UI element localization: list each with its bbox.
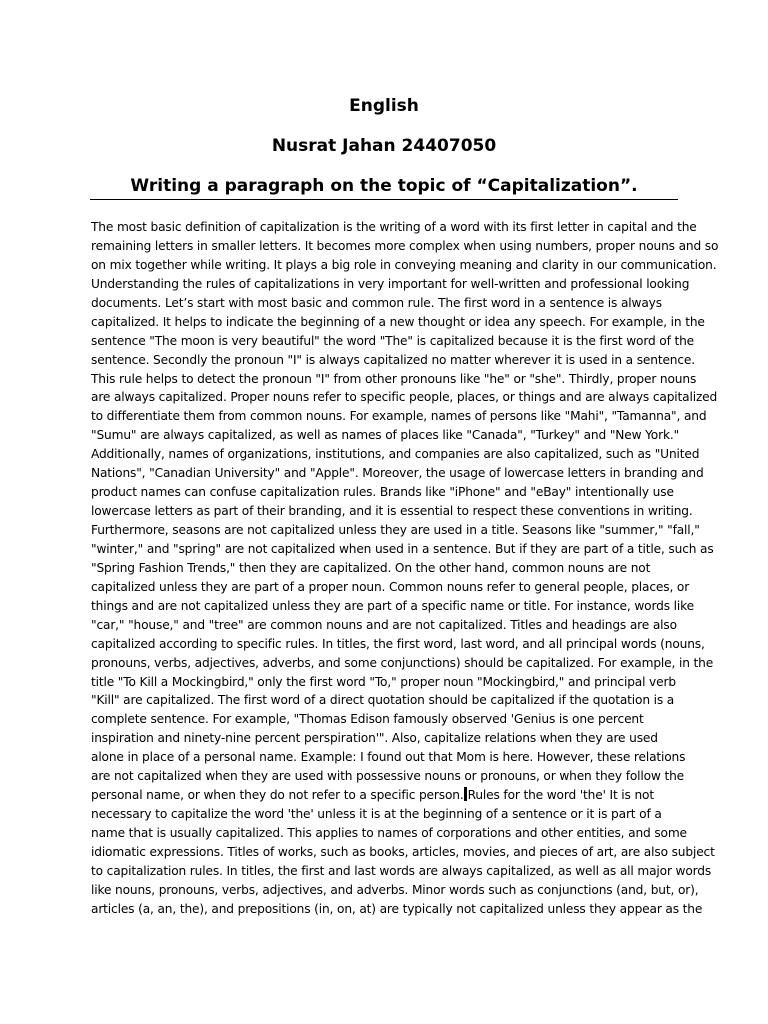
text-line: pronouns, verbs, adjectives, adverbs, and some conjunctions) should be capitalized. For example, in the: [91, 655, 714, 670]
text-line: sentence. Secondly the pronoun "I" is always capitalized no matter wherever it is used in a sentence.: [91, 352, 696, 367]
text-line: inspiration and ninety-nine percent perspiration'". Also, capitalize relations when they are used: [91, 731, 658, 746]
text-line-with-cursor: [91, 786, 681, 805]
text-line: on mix together while writing. It plays a big role in conveying meaning and clarity in our communication.: [91, 257, 717, 272]
text-cursor: [464, 787, 467, 801]
text-line: sentence "The moon is very beautiful" the word "The" is capitalized because it is the first word of the: [91, 333, 695, 348]
text-line: This rule helps to detect the pronoun "I" from other pronouns like "he" or "she". Thirdly, proper nouns: [91, 371, 697, 386]
text-line: articles (a, an, the), and prepositions (in, on, at) are typically not capitalized unless they appear as the: [91, 901, 703, 916]
text-line: capitalized. It helps to indicate the beginning of a new thought or idea any speech. For example, in the: [91, 314, 705, 329]
text-line: remaining letters in smaller letters. It becomes more complex when using numbers, proper nouns and so: [91, 238, 719, 253]
text-line: necessary to capitalize the word 'the' unless it is at the beginning of a sentence or it is part of a: [91, 807, 662, 822]
document-title: Writing a paragraph on the topic of “Capitalization”.: [130, 176, 638, 196]
text-line: capitalized according to specific rules. In titles, the first word, last word, and all principal words (nouns,: [91, 636, 705, 651]
text-line: idiomatic expressions. Titles of works, such as books, articles, movies, and pieces of art, are also subject: [91, 844, 715, 859]
text-line: lowercase letters as part of their branding, and it is essential to respect these conventions in writing.: [91, 504, 693, 519]
text-line: capitalized unless they are part of a proper noun. Common nouns refer to general people, places, or: [91, 579, 690, 594]
text-line: Furthermore, seasons are not capitalized unless they are used in a title. Seasons like "summer," "fall,": [91, 523, 700, 537]
text-line: to capitalization rules. In titles, the first and last words are always capitalized, as well as all major words: [91, 863, 712, 878]
text-line: name that is usually capitalized. This applies to names of corporations and other entities, and some: [91, 826, 687, 840]
text-before-cursor: personal name, or when they do not refer to a specific person.: [91, 788, 464, 803]
text-line: are always capitalized. Proper nouns refer to specific people, places, or things and are always capitalized: [91, 390, 718, 405]
text-line: Additionally, names of organizations, institutions, and companies are also capitalized, such as "United: [91, 447, 700, 462]
text-line: are not capitalized when they are used with possessive nouns or pronouns, or when they follow the: [91, 769, 685, 784]
text-line: product names can confuse capitalization rules. Brands like "iPhone" and "eBay" intentionally use: [91, 485, 674, 500]
text-line: The most basic definition of capitalization is the writing of a word with its first letter in capital and the: [91, 220, 697, 234]
document-subject: English: [349, 96, 419, 116]
text-line: "winter," and "spring" are not capitalized when used in a sentence. But if they are part of a title, such as: [91, 541, 714, 556]
text-line: alone in place of a personal name. Example: I found out that Mom is here. However, these relations: [91, 750, 686, 765]
body-paragraph[interactable]: [91, 218, 719, 919]
text-line: documents. Let’s start with most basic and common rule. The first word in a sentence is always: [91, 295, 662, 310]
author-line: Nusrat Jahan 24407050: [271, 136, 497, 156]
text-after-cursor: Rules for the word 'the' It is not: [467, 788, 654, 803]
text-line: complete sentence. For example, "Thomas Edison famously observed 'Genius is one percent: [91, 712, 644, 727]
title-underline: [90, 199, 678, 200]
text-line: to differentiate them from common nouns. For example, names of persons like "Mahi", "Tamanna", and: [91, 409, 707, 424]
text-line: "Kill" are capitalized. The first word of a direct quotation should be capitalized if the quotation is a: [91, 693, 675, 708]
text-line: "Spring Fashion Trends," then they are capitalized. On the other hand, common nouns are not: [91, 560, 651, 575]
text-line: things and are not capitalized unless they are part of a specific name or title. For instance, words like: [91, 598, 694, 613]
text-line: like nouns, pronouns, verbs, adjectives, and adverbs. Minor words such as conjunctions (and, but, or),: [91, 882, 699, 897]
text-line: Nations", "Canadian University" and "Apple". Moreover, the usage of lowercase letters in branding and: [91, 466, 704, 481]
text-line: "car," "house," and "tree" are common nouns and are not capitalized. Titles and headings are also: [91, 617, 677, 632]
text-line: title "To Kill a Mockingbird," only the first word "To," proper noun "Mockingbird," and principal verb: [91, 674, 676, 689]
text-line: Understanding the rules of capitalizations in very important for well-written and professional looking: [91, 276, 690, 291]
text-line: "Sumu" are always capitalized, as well as names of places like "Canada", "Turkey" and "New York.": [91, 428, 680, 443]
